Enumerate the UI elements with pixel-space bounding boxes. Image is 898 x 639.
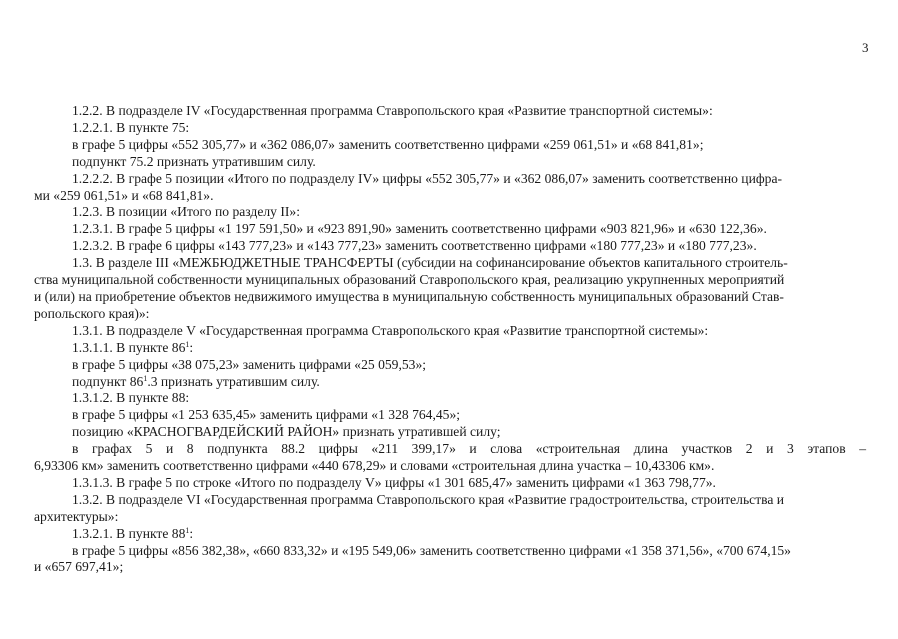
text-line [34,289,866,306]
text-line [34,475,866,492]
line-text: в графах 5 и 8 подпункта 88.2 цифры «211 399,17» и слова «строительная длина участков 2 и 3 этапов – [72,441,866,457]
text-line [34,458,866,475]
line-text-continuation: : [189,339,194,355]
line-text: 1.2.2. В подразделе IV «Государственная программа Ставропольского края «Развитие транспортной системы»: [72,103,713,118]
line-text: ропольского края)»: [34,305,150,321]
line-text: 6,93306 км» заменить соответственно цифрами «440 678,29» и словами «строительная длина участка – 10,43306 км». [34,458,715,474]
text-line [34,306,866,323]
line-text: 1.3.2.1. В пункте 88 [72,525,186,541]
text-line [34,120,866,137]
text-line [34,204,866,221]
document-body [34,103,866,576]
line-text: в графе 5 цифры «1 253 635,45» заменить цифрами «1 328 764,45»; [72,407,461,423]
line-text: 1.3.2. В подразделе VI «Государственная программа Ставропольского края «Развитие градостроительства, строительства и [72,491,785,507]
text-line [34,441,866,458]
superscript: 1 [185,525,190,535]
text-line [34,188,866,205]
text-line [34,374,866,391]
text-line [34,171,866,188]
line-text: 1.3. В разделе III «МЕЖБЮДЖЕТНЫЕ ТРАНСФЕРТЫ (субсидии на софинансирование объектов капитального строитель- [72,255,788,271]
line-text: подпункт 86 [72,373,144,389]
line-text: 1.3.1.3. В графе 5 по строке «Итого по подразделу V» цифры «1 301 685,47» заменить цифрами «1 363 798,77». [72,474,716,490]
line-text: 1.2.2.1. В пункте 75: [72,119,190,135]
line-text: 1.2.3.2. В графе 6 цифры «143 777,23» и «143 777,23» заменить соответственно цифрами «180 777,23» и «180 777,23». [72,238,757,254]
text-line [34,559,866,576]
text-line [34,238,866,255]
text-line [34,407,866,424]
text-line [34,543,866,560]
line-text: ства муниципальной собственности муниципальных образований Ставропольского края, реализацию укрупненных мероприятий [34,272,785,288]
text-line [34,509,866,526]
line-text: и (или) на приобретение объектов недвижимого имущества в муниципальную собственность муниципальных образований Став- [34,288,784,304]
text-line [34,272,866,289]
line-text: и «657 697,41»; [34,559,124,575]
text-line [34,424,866,441]
line-text: 1.2.2.2. В графе 5 позиции «Итого по подразделу IV» цифры «552 305,77» и «362 086,07» заменить соответственно цифра- [72,170,783,186]
line-text: архитектуры»: [34,508,119,524]
line-text: позицию «КРАСНОГВАРДЕЙСКИЙ РАЙОН» признать утратившей силу; [72,424,501,440]
text-line [34,357,866,374]
text-line [34,255,866,272]
line-text: 1.2.3.1. В графе 5 цифры «1 197 591,50» и «923 891,90» заменить соответственно цифрами «903 821,96» и «630 122,36». [72,221,767,237]
superscript: 1 [143,373,148,383]
line-text: подпункт 75.2 признать утратившим силу. [72,153,316,169]
text-line [34,323,866,340]
text-line [34,154,866,171]
text-line [34,221,866,238]
line-text-continuation: .3 признать утратившим силу. [147,373,320,389]
line-text: 1.3.1.1. В пункте 86 [72,339,186,355]
line-text: в графе 5 цифры «856 382,38», «660 833,32» и «195 549,06» заменить соответственно цифрами «1 358 371,56», «700 674,15» [72,542,791,558]
text-line [34,103,866,120]
line-text: 1.3.1.2. В пункте 88: [72,390,190,406]
line-text: в графе 5 цифры «552 305,77» и «362 086,07» заменить соответственно цифрами «259 061,51» и «68 841,81»; [72,136,704,152]
text-line [34,526,866,543]
superscript: 1 [185,339,190,349]
line-text: 1.3.1. В подразделе V «Государственная программа Ставропольского края «Развитие транспортной системы»: [72,322,709,338]
page-number: 3 [862,40,869,55]
text-line [34,340,866,357]
text-line [34,390,866,407]
text-line [34,492,866,509]
line-text: в графе 5 цифры «38 075,23» заменить цифрами «25 059,53»; [72,356,427,372]
line-text: ми «259 061,51» и «68 841,81». [34,187,214,203]
line-text: 1.2.3. В позиции «Итого по разделу II»: [72,204,300,220]
line-text-continuation: : [189,525,194,541]
text-line [34,137,866,154]
